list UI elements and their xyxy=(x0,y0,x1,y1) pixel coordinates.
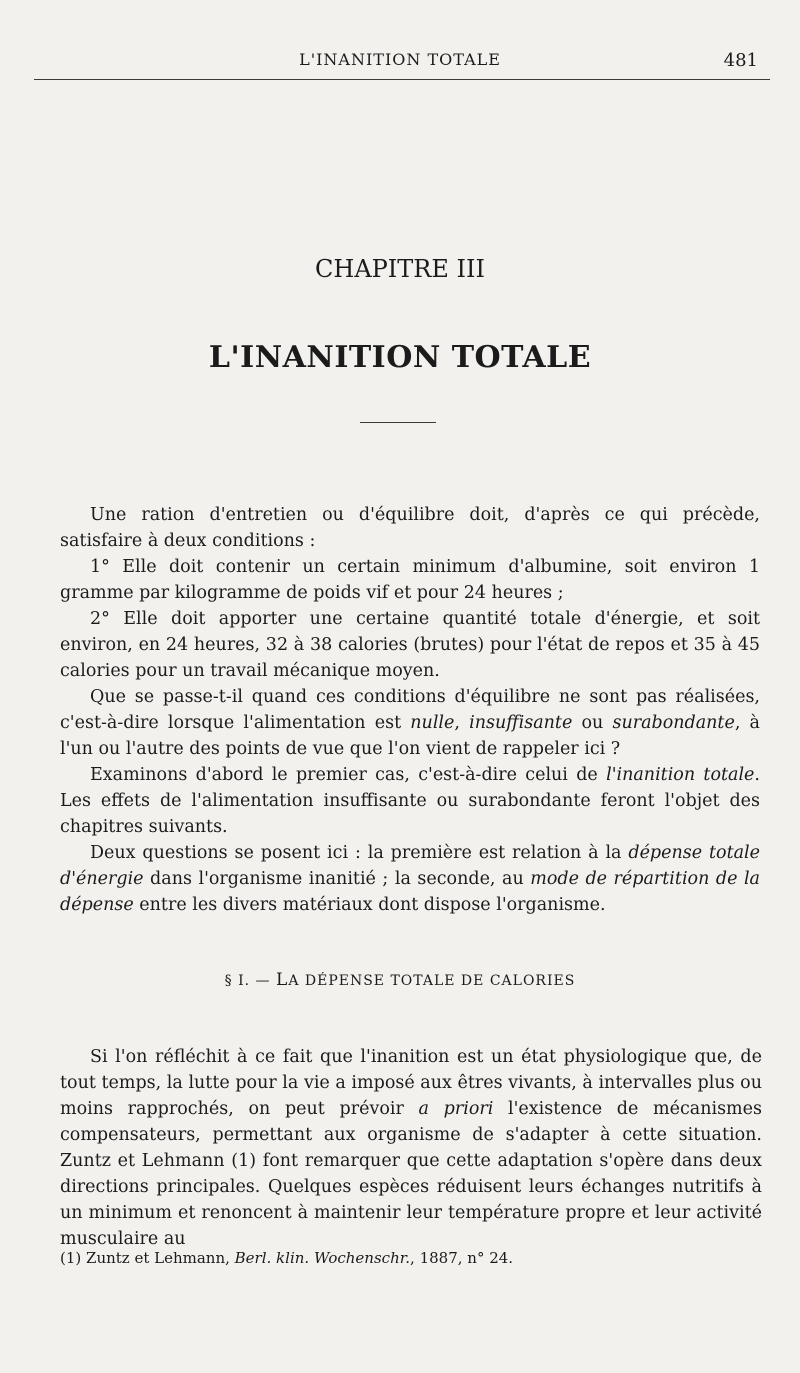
italic-text: nulle xyxy=(410,713,455,733)
text-run: l'existence de mécanismes compensateurs, permettant aux organisme de s'adapter à cette situation. Zuntz et Lehmann (1) font remarquer que cette adaptation s'opère dans deux directions principales. Quelques espèces réduisent leurs échanges nutritifs à un minimum et renoncent à maintenir leur température propre et leur activité musculaire au xyxy=(60,1099,762,1249)
text-run: Examinons d'abord le premier cas, c'est-à-dire celui de xyxy=(90,765,607,785)
footnote xyxy=(60,1247,760,1269)
section-body xyxy=(60,1044,762,1252)
paragraph-two-questions xyxy=(60,840,760,918)
italic-text: l'inanition totale xyxy=(606,765,755,785)
italic-text: Berl. klin. Wochenschr. xyxy=(234,1249,411,1267)
header-rule xyxy=(34,79,770,80)
paragraph-intro: Une ration d'entretien ou d'équilibre doit, d'après ce qui précède, satisfaire à deux conditions : xyxy=(60,505,760,551)
title-rule xyxy=(360,422,436,423)
section-title-rest: A DÉPENSE TOTALE DE CALORIES xyxy=(288,973,576,989)
paragraph-condition-2: 2° Elle doit apporter une certaine quantité totale d'énergie, et soit environ, en 24 heures, 32 à 38 calories (brutes) pour l'état de repos et 35 à 45 calories pour un travail mécanique moyen. xyxy=(60,609,760,681)
page-number: 481 xyxy=(723,50,758,71)
text-run: , à l'un ou l'autre des points de vue que l'on vient de rappeler ici ? xyxy=(60,713,760,759)
chapter-label: CHAPITRE III xyxy=(315,255,485,283)
running-title: L'INANITION TOTALE xyxy=(299,50,501,69)
text-run: Que se passe-t-il quand ces conditions d'équilibre ne sont pas réalisées, c'est-à-dire lorsque l'alimentation est xyxy=(60,687,760,733)
paragraph-condition-1: 1° Elle doit contenir un certain minimum d'albumine, soit environ 1 gramme par kilogramme de poids vif et pour 24 heures ; xyxy=(60,557,760,603)
section-prefix: § I. — xyxy=(224,973,277,989)
text-run: . Les effets de l'alimentation insuffisante ou surabondante feront l'objet des chapitres suivants. xyxy=(60,765,760,837)
text-run: (1) Zuntz et Lehmann, xyxy=(60,1249,235,1267)
italic-text: dépense totale d'énergie xyxy=(60,843,760,889)
text-run: , xyxy=(454,713,470,733)
text-run: dans l'organisme inanitié ; la seconde, au xyxy=(143,869,531,889)
section-cap-letter: L xyxy=(276,970,289,990)
italic-text: a priori xyxy=(418,1099,494,1119)
text-run: Si l'on réfléchit à ce fait que l'inanition est un état physiologique que, de tout temps, la lutte pour la vie a imposé aux êtres vivants, à intervalles plus ou moins rapprochés, on peut prévoir xyxy=(60,1047,762,1119)
paragraph-first-case xyxy=(60,762,760,840)
paragraph-question xyxy=(60,684,760,762)
section-heading xyxy=(0,970,800,990)
text-run: ou xyxy=(572,713,613,733)
text-run: , 1887, n° 24. xyxy=(410,1249,514,1267)
italic-text: surabondante xyxy=(612,713,735,733)
chapter-body xyxy=(60,502,760,918)
chapter-title: L'INANITION TOTALE xyxy=(208,340,592,375)
text-run: entre les divers matériaux dont dispose l'organisme. xyxy=(133,895,606,915)
text-run: Deux questions se posent ici : la première est relation à la xyxy=(90,843,629,863)
italic-text: insuffisante xyxy=(469,713,573,733)
italic-text: mode de répartition de la dépense xyxy=(60,869,760,915)
running-head xyxy=(30,50,770,80)
paragraph-adaptation xyxy=(60,1044,762,1252)
